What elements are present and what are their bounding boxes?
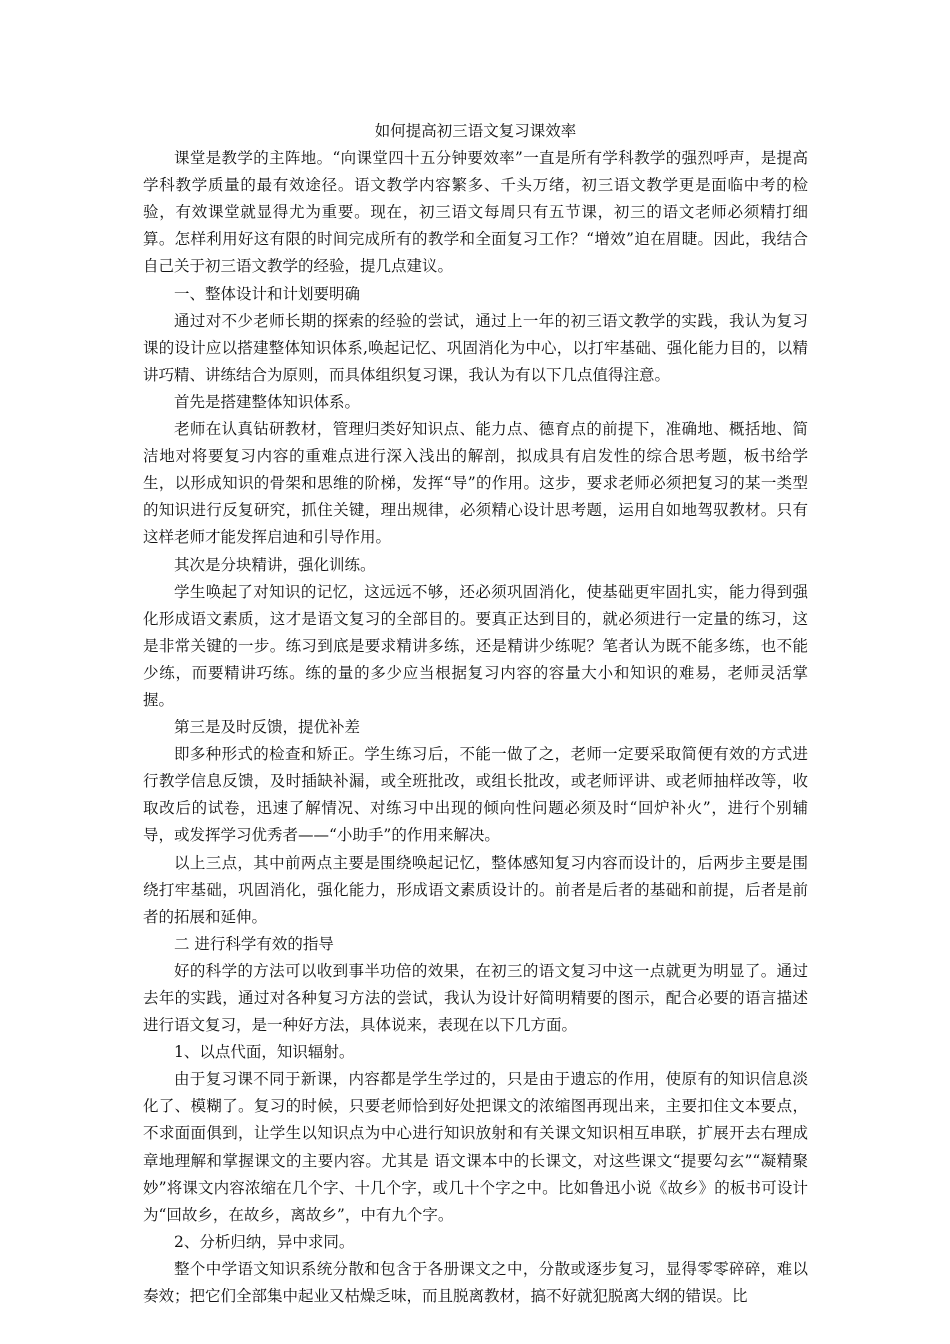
paragraph: 好的科学的方法可以收到事半功倍的效果，在初三的语文复习中这一点就更为明显了。通过去年的实践，通过对各种复习方法的尝试，我认为设计好简明精要的图示，配合必要的语言描述进行语文复习，是一种好方法，具体说来，表现在以下几方面。 bbox=[143, 961, 808, 1035]
section-heading: 2、分析归纳，异中求同。 bbox=[174, 1232, 355, 1251]
document-title: 如何提高初三语文复习课效率 bbox=[374, 122, 577, 140]
paragraph: 整个中学语文知识系统分散和包含于各册课文之中，分散或逐步复习，显得零零碎碎，难以奏效；把它们全部集中起业又枯燥乏味，而且脱离教材，搞不好就犯脱离大纲的错误。比 bbox=[143, 1259, 808, 1306]
paragraph: 通过对不少老师长期的探索的经验的尝试，通过上一年的初三语文教学的实践，我认为复习课的设计应以搭建整体知识体系,唤起记忆、巩固消化为中心，以打牢基础、强化能力目的，以精讲巧精、讲练结合为原则，而具体组织复习课，我认为有以下几点值得注意。 bbox=[143, 311, 808, 384]
section-heading: 第三是及时反馈，提优补差 bbox=[174, 718, 361, 737]
paragraph: 由于复习课不同于新课，内容都是学生学过的，只是由于遗忘的作用，使原有的知识信息淡化了、模糊了。复习的时候，只要老师恰到好处把课文的浓缩图再现出来，主要扣住文本要点，不求面面俱到，让学生以知识点为中心进行知识放射和有关课文知识相互串联，扩展开去右理成章地理解和掌握课文的主要内容。尤其是 语文课本中的长课文，对这些课文“提要勾玄”“凝精聚妙”将课文内容浓缩在几个字、十几个字，或几十个字之中。比如鲁迅小说《故乡》的板书可设计为“回故乡，在故乡，离故乡”，中有九个字。 bbox=[143, 1070, 808, 1224]
paragraph: 老师在认真钻研教材，管理归类好知识点、能力点、德育点的前提下，准确地、概括地、简洁地对将要复习内容的重难点进行深入浅出的解剖，拟成具有启发性的综合思考题，板书给学生，以形成知识的骨架和思维的阶梯，发挥“导”的作用。这步，要求老师必须把复习的某一类型的知识进行反复研究，抓住关键，理出规律，必须精心设计思考题，运用自如地驾驭教材。只有这样老师才能发挥启迪和引导作用。 bbox=[143, 420, 808, 547]
document-body bbox=[143, 145, 808, 1310]
document-page bbox=[143, 118, 808, 1310]
section-heading: 1、以点代面，知识辐射。 bbox=[174, 1043, 355, 1062]
paragraph: 课堂是教学的主阵地。“向课堂四十五分钟要效率”一直是所有学科教学的强烈呼声，是提高学科教学质量的最有效途径。语文教学内容繁多、千头万绪，初三语文教学更是面临中考的检验，有效课堂就显得尤为重要。现在，初三语文每周只有五节课，初三的语文老师必须精打细算。怎样利用好这有限的时间完成所有的教学和全面复习工作？“增效”迫在眉睫。因此，我结合自己关于初三语文教学的经验，提几点建议。 bbox=[143, 149, 808, 276]
section-heading: 一、整体设计和计划要明确 bbox=[174, 284, 361, 303]
paragraph: 学生唤起了对知识的记忆，这远远不够，还必须巩固消化，使基础更牢固扎实，能力得到强化形成语文素质，这才是语文复习的全部目的。要真正达到目的，就必须进行一定量的练习，这是非常关键的一步。练习到底是要求精讲多练，还是精讲少练呢？笔者认为既不能多练，也不能少练，而要精讲巧练。练的量的多少应当根据复习内容的容量大小和知识的难易，老师灵活掌握。 bbox=[143, 582, 808, 709]
paragraph: 即多种形式的检查和矫正。学生练习后，不能一做了之，老师一定要采取简便有效的方式进行教学信息反馈，及时插缺补漏，或全班批改，或组长批改，或老师评讲、或老师抽样改等，收取改后的试卷，迅速了解情况、对练习中出现的倾向性问题必须及时“回炉补火”，进行个别辅导，或发挥学习优秀者——“小助手”的作用来解决。 bbox=[143, 745, 808, 845]
paragraph: 以上三点，其中前两点主要是围绕唤起记忆，整体感知复习内容而设计的，后两步主要是围绕打牢基础，巩固消化，强化能力，形成语文素质设计的。前者是后者的基础和前提，后者是前者的拓展和延伸。 bbox=[143, 853, 808, 926]
section-heading: 二 进行科学有效的指导 bbox=[174, 934, 334, 953]
section-heading: 其次是分块精讲，强化训练。 bbox=[174, 555, 376, 574]
section-heading: 首先是搭建整体知识体系。 bbox=[174, 392, 361, 411]
